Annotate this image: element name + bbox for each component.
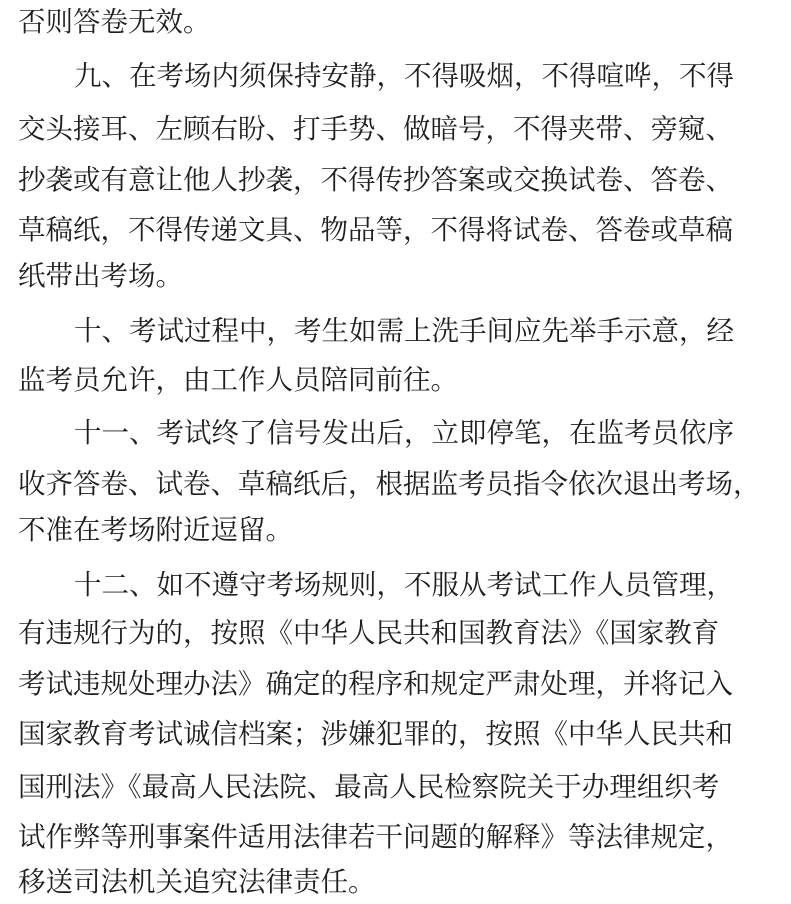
- text-line: 有违规行为的，按照《中华人民共和国教育法》《国家教育: [18, 617, 720, 649]
- text-line: 移送司法机关追究法律责任。: [18, 866, 376, 898]
- text-line: 考试违规处理办法》确定的程序和规定严肃处理，并将记入: [18, 668, 733, 700]
- text-line: 试作弊等刑事案件适用法律若干问题的解释》等法律规定，: [18, 821, 733, 853]
- text-line: 不准在考场附近逗留。: [18, 514, 293, 546]
- text-line: 国家教育考试诚信档案；涉嫌犯罪的，按照《中华人民共和: [18, 718, 733, 750]
- text-line: 监考员允许，由工作人员陪同前往。: [18, 364, 458, 396]
- text-line: 十二、如不遵守考场规则，不服从考试工作人员管理，: [74, 569, 734, 601]
- text-line: 否则答卷无效。: [18, 6, 211, 38]
- text-line: 九、在考场内须保持安静，不得吸烟，不得喧哗，不得: [74, 60, 734, 92]
- text-line: 抄袭或有意让他人抄袭，不得传抄答案或交换试卷、答卷、: [18, 164, 733, 196]
- text-line: 交头接耳、左顾右盼、打手势、做暗号，不得夹带、旁窥、: [18, 113, 733, 145]
- text-line: 十一、考试终了信号发出后，立即停笔，在监考员依序: [74, 417, 734, 449]
- text-line: 国刑法》《最高人民法院、最高人民检察院关于办理组织考: [18, 771, 720, 803]
- text-line: 纸带出考场。: [18, 260, 183, 292]
- text-line: 草稿纸，不得传递文具、物品等，不得将试卷、答卷或草稿: [18, 214, 733, 246]
- text-line: 十、考试过程中，考生如需上洗手间应先举手示意，经: [74, 315, 734, 347]
- text-line: 收齐答卷、试卷、草稿纸后，根据监考员指令依次退出考场，: [18, 468, 761, 500]
